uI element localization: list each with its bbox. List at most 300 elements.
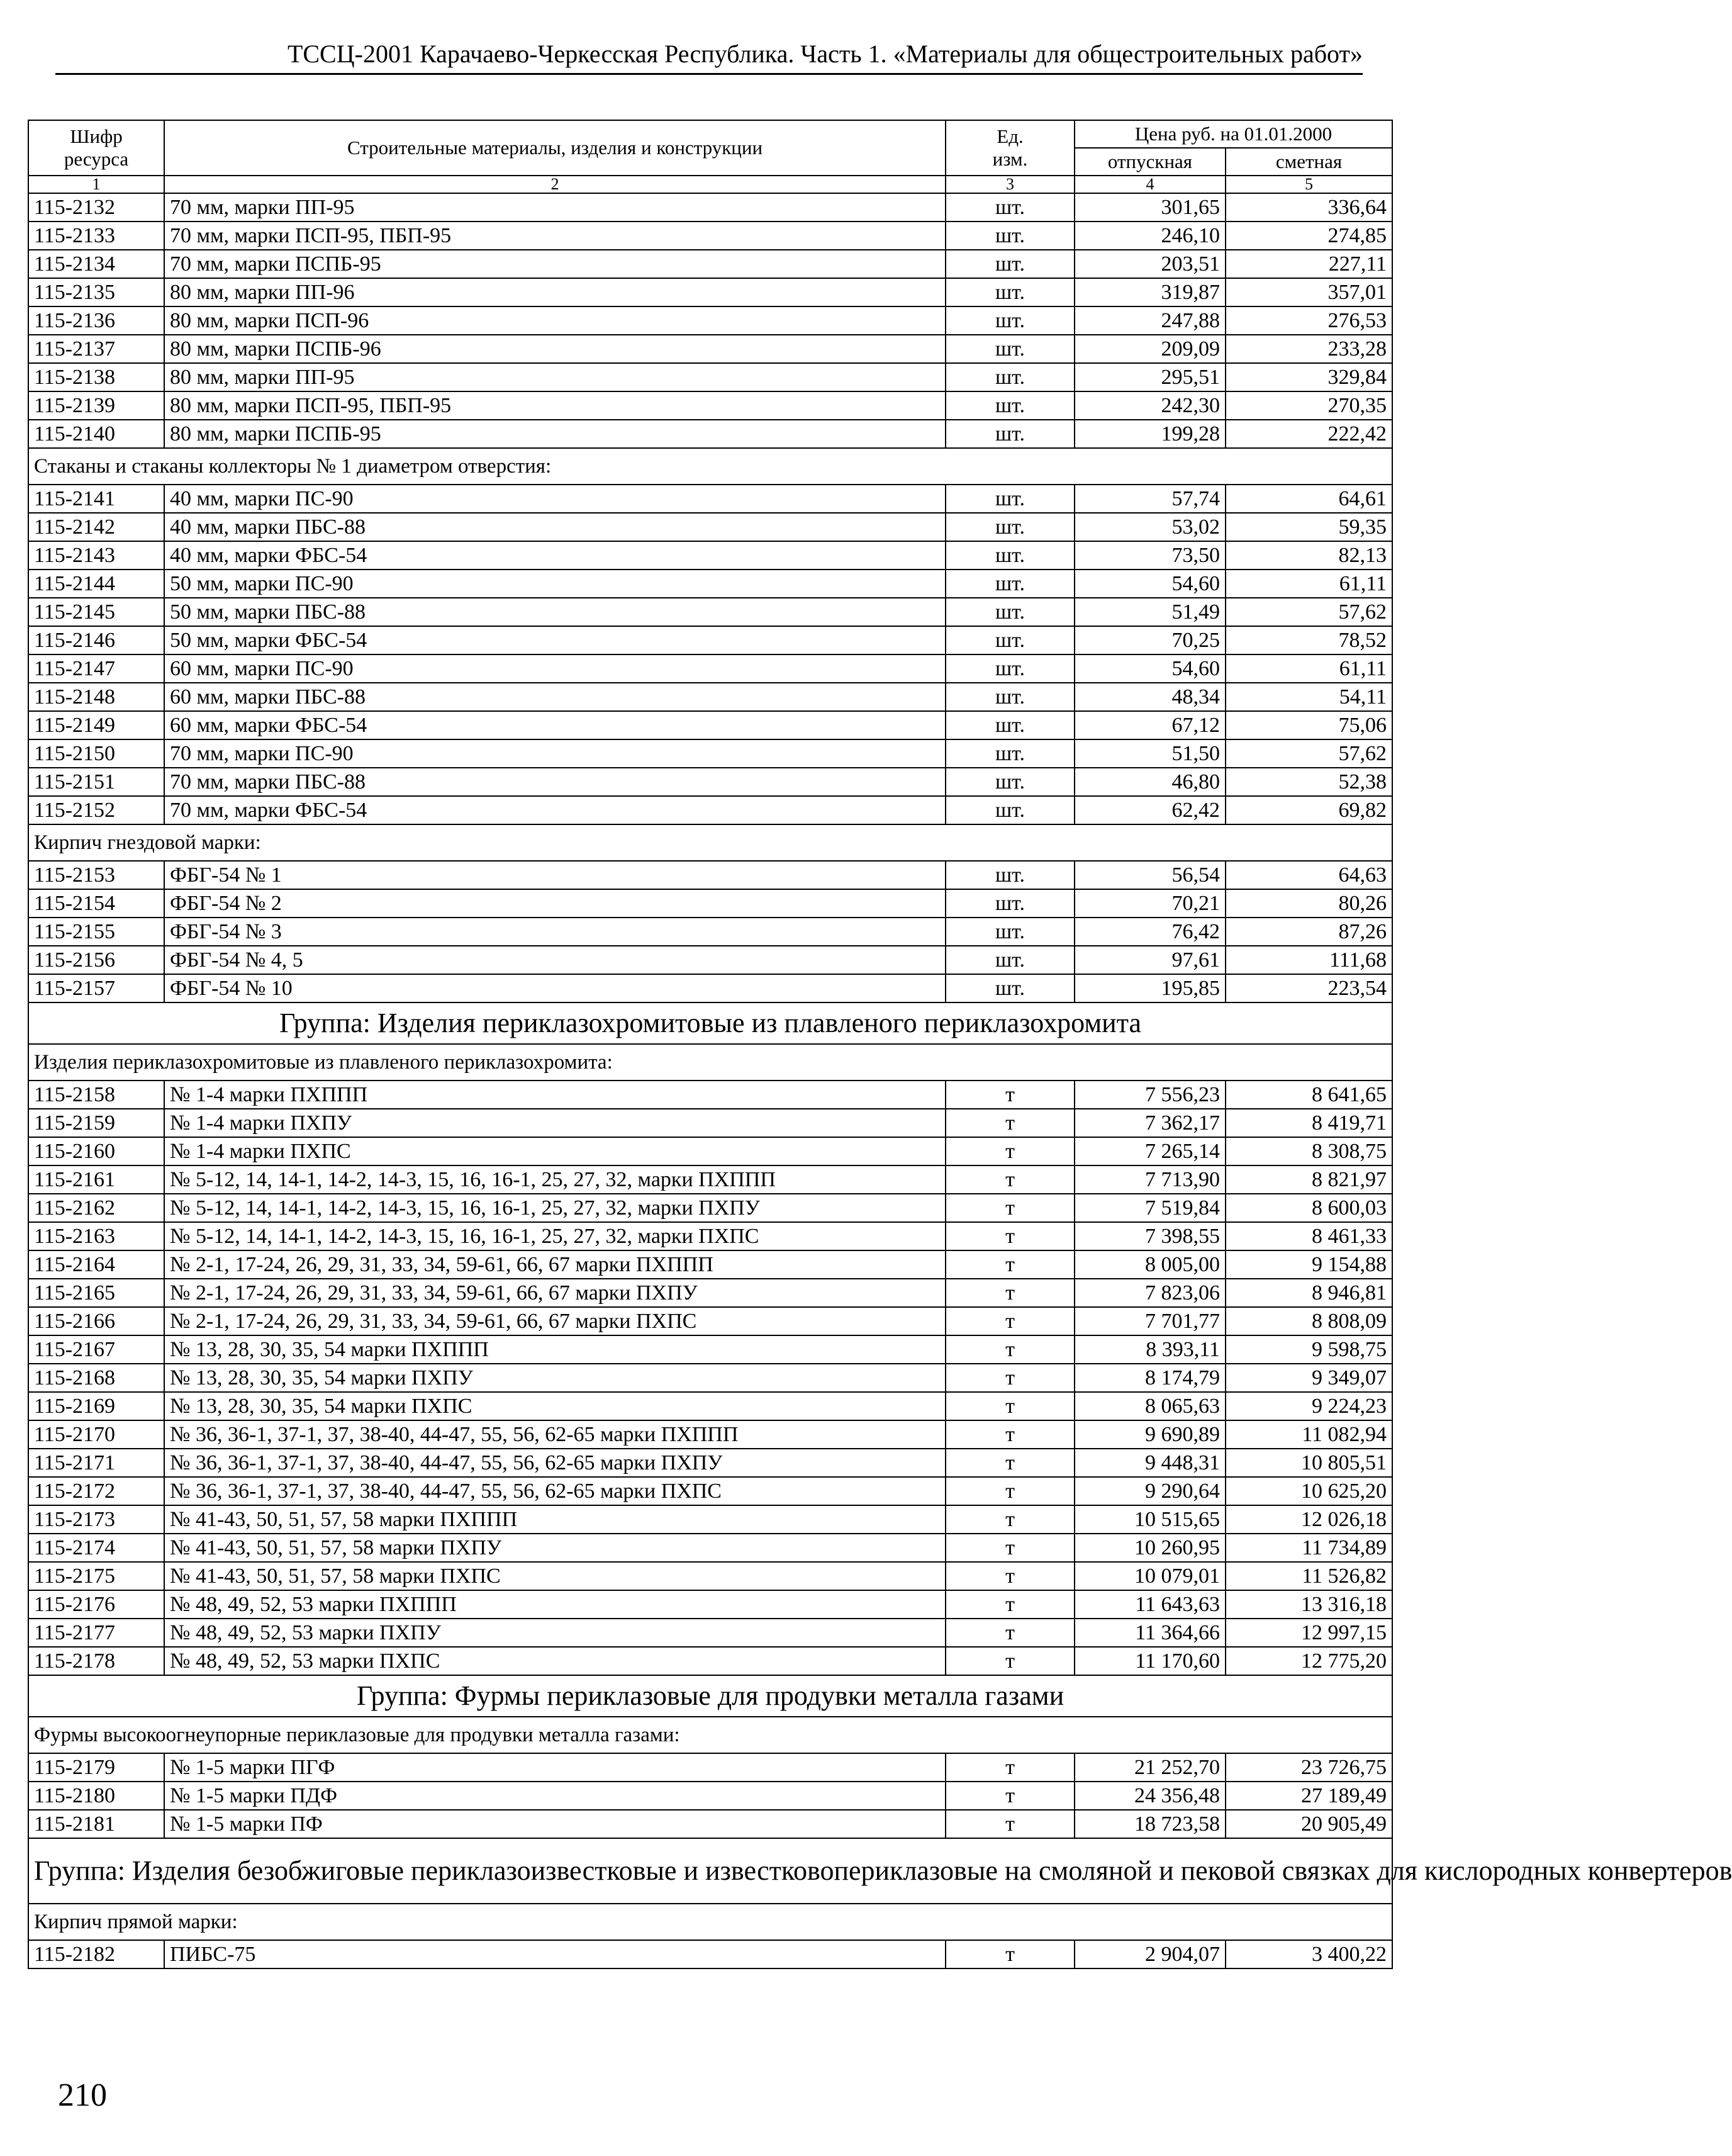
resource-code: 115-2152: [28, 796, 164, 824]
unit: шт.: [946, 654, 1075, 683]
table-row: [28, 513, 1392, 541]
material-name: 50 мм, марки ПБС-88: [164, 598, 946, 626]
resource-code: 115-2143: [28, 541, 164, 570]
resource-code: 115-2132: [28, 193, 164, 222]
unit: шт.: [946, 250, 1075, 278]
release-price: 7 701,77: [1075, 1307, 1226, 1335]
unit: шт.: [946, 946, 1075, 974]
table-row: [28, 1810, 1392, 1838]
estimate-price: 78,52: [1226, 626, 1392, 654]
material-name: 40 мм, марки ПБС-88: [164, 513, 946, 541]
material-name: 60 мм, марки ФБС-54: [164, 711, 946, 739]
resource-code: 115-2172: [28, 1477, 164, 1505]
release-price: 2 904,07: [1075, 1940, 1226, 1968]
unit: шт.: [946, 768, 1075, 796]
table-row: [28, 918, 1392, 946]
unit: шт.: [946, 626, 1075, 654]
unit: шт.: [946, 222, 1075, 250]
table-row: [28, 796, 1392, 824]
page-number: 210: [58, 2077, 107, 2113]
resource-code: 115-2160: [28, 1137, 164, 1165]
resource-code: 115-2154: [28, 889, 164, 918]
release-price: 11 170,60: [1075, 1647, 1226, 1675]
release-price: 53,02: [1075, 513, 1226, 541]
material-name: № 36, 36-1, 37-1, 37, 38-40, 44-47, 55, 56, 62-65 марки ПХПС: [164, 1477, 946, 1505]
release-price: 76,42: [1075, 918, 1226, 946]
table-row: [28, 1307, 1392, 1335]
table-row: [28, 541, 1392, 570]
table-row: [28, 278, 1392, 306]
estimate-price: 8 821,97: [1226, 1165, 1392, 1194]
release-price: 8 174,79: [1075, 1364, 1226, 1392]
estimate-price: 61,11: [1226, 654, 1392, 683]
column-number-4: 4: [1075, 176, 1226, 193]
estimate-price: 111,68: [1226, 946, 1392, 974]
material-name: 50 мм, марки ФБС-54: [164, 626, 946, 654]
material-name: № 41-43, 50, 51, 57, 58 марки ПХППП: [164, 1505, 946, 1534]
resource-code: 115-2179: [28, 1753, 164, 1782]
material-name: 80 мм, марки ПСП-95, ПБП-95: [164, 391, 946, 420]
material-name: № 5-12, 14, 14-1, 14-2, 14-3, 15, 16, 16-1, 25, 27, 32, марки ПХПУ: [164, 1194, 946, 1222]
release-price: 10 079,01: [1075, 1562, 1226, 1590]
table-row: [28, 1109, 1392, 1137]
release-price: 57,74: [1075, 485, 1226, 513]
table-row: [28, 1392, 1392, 1420]
material-name: ФБГ-54 № 3: [164, 918, 946, 946]
table-row: [28, 1619, 1392, 1647]
resource-code: 115-2173: [28, 1505, 164, 1534]
unit: шт.: [946, 570, 1075, 598]
unit: шт.: [946, 513, 1075, 541]
unit: шт.: [946, 335, 1075, 363]
resource-code: 115-2147: [28, 654, 164, 683]
unit: шт.: [946, 711, 1075, 739]
estimate-price: 8 808,09: [1226, 1307, 1392, 1335]
material-name: № 48, 49, 52, 53 марки ПХПУ: [164, 1619, 946, 1647]
table-row: [28, 1753, 1392, 1782]
column-header-price: Цена руб. на 01.01.2000: [1075, 120, 1392, 148]
subsection-heading: Кирпич прямой марки:: [28, 1904, 1392, 1940]
table-row: [28, 974, 1392, 1002]
subsection-row: [28, 1717, 1392, 1753]
table-row: [28, 391, 1392, 420]
release-price: 51,49: [1075, 598, 1226, 626]
release-price: 203,51: [1075, 250, 1226, 278]
estimate-price: 52,38: [1226, 768, 1392, 796]
material-name: № 2-1, 17-24, 26, 29, 31, 33, 34, 59-61, 66, 67 марки ПХПУ: [164, 1279, 946, 1307]
resource-code: 115-2163: [28, 1222, 164, 1250]
table-row: [28, 1081, 1392, 1109]
table-row: [28, 1165, 1392, 1194]
unit: шт.: [946, 918, 1075, 946]
material-name: № 2-1, 17-24, 26, 29, 31, 33, 34, 59-61, 66, 67 марки ПХППП: [164, 1250, 946, 1279]
table-row: [28, 485, 1392, 513]
resource-code: 115-2140: [28, 420, 164, 448]
unit: шт.: [946, 306, 1075, 335]
release-price: 7 823,06: [1075, 1279, 1226, 1307]
resource-code: 115-2158: [28, 1081, 164, 1109]
release-price: 62,42: [1075, 796, 1226, 824]
table-row: [28, 1137, 1392, 1165]
material-name: 70 мм, марки ПСП-95, ПБП-95: [164, 222, 946, 250]
release-price: 11 643,63: [1075, 1590, 1226, 1619]
release-price: 9 448,31: [1075, 1449, 1226, 1477]
resource-code: 115-2170: [28, 1420, 164, 1449]
estimate-price: 54,11: [1226, 683, 1392, 711]
resource-code: 115-2166: [28, 1307, 164, 1335]
unit: т: [946, 1940, 1075, 1968]
resource-code: 115-2141: [28, 485, 164, 513]
estimate-price: 82,13: [1226, 541, 1392, 570]
table-row: [28, 1505, 1392, 1534]
unit: т: [946, 1534, 1075, 1562]
estimate-price: 8 308,75: [1226, 1137, 1392, 1165]
material-name: № 48, 49, 52, 53 марки ПХППП: [164, 1590, 946, 1619]
resource-code: 115-2145: [28, 598, 164, 626]
release-price: 7 519,84: [1075, 1194, 1226, 1222]
release-price: 51,50: [1075, 739, 1226, 768]
column-number-2: 2: [164, 176, 946, 193]
estimate-price: 75,06: [1226, 711, 1392, 739]
unit: т: [946, 1364, 1075, 1392]
estimate-price: 12 997,15: [1226, 1619, 1392, 1647]
resource-code: 115-2167: [28, 1335, 164, 1364]
unit: шт.: [946, 391, 1075, 420]
release-price: 7 398,55: [1075, 1222, 1226, 1250]
resource-code: 115-2135: [28, 278, 164, 306]
table-row: [28, 1562, 1392, 1590]
release-price: 242,30: [1075, 391, 1226, 420]
unit: т: [946, 1505, 1075, 1534]
release-price: 67,12: [1075, 711, 1226, 739]
release-price: 295,51: [1075, 363, 1226, 391]
resource-code: 115-2133: [28, 222, 164, 250]
material-name: № 36, 36-1, 37-1, 37, 38-40, 44-47, 55, 56, 62-65 марки ПХППП: [164, 1420, 946, 1449]
unit: т: [946, 1392, 1075, 1420]
unit: т: [946, 1753, 1075, 1782]
resource-code: 115-2156: [28, 946, 164, 974]
release-price: 54,60: [1075, 654, 1226, 683]
material-name: 60 мм, марки ПБС-88: [164, 683, 946, 711]
resource-code: 115-2177: [28, 1619, 164, 1647]
column-header-unit: [946, 120, 1075, 176]
release-price: 209,09: [1075, 335, 1226, 363]
resource-code: 115-2175: [28, 1562, 164, 1590]
material-name: 40 мм, марки ПС-90: [164, 485, 946, 513]
estimate-price: 227,11: [1226, 250, 1392, 278]
resource-code: 115-2142: [28, 513, 164, 541]
unit: т: [946, 1449, 1075, 1477]
estimate-price: 10 805,51: [1226, 1449, 1392, 1477]
release-price: 10 260,95: [1075, 1534, 1226, 1562]
material-name: № 1-5 марки ПФ: [164, 1810, 946, 1838]
unit: т: [946, 1307, 1075, 1335]
table-row: [28, 222, 1392, 250]
table-row: [28, 250, 1392, 278]
unit: т: [946, 1590, 1075, 1619]
estimate-price: 10 625,20: [1226, 1477, 1392, 1505]
material-name: № 2-1, 17-24, 26, 29, 31, 33, 34, 59-61, 66, 67 марки ПХПС: [164, 1307, 946, 1335]
release-price: 24 356,48: [1075, 1782, 1226, 1810]
unit: шт.: [946, 278, 1075, 306]
resource-code: 115-2138: [28, 363, 164, 391]
estimate-price: 9 598,75: [1226, 1335, 1392, 1364]
column-number-5: 5: [1226, 176, 1392, 193]
table-row: [28, 1364, 1392, 1392]
subsection-heading: Кирпич гнездовой марки:: [28, 824, 1392, 861]
resource-code: 115-2178: [28, 1647, 164, 1675]
estimate-price: 3 400,22: [1226, 1940, 1392, 1968]
unit: т: [946, 1810, 1075, 1838]
material-name: № 41-43, 50, 51, 57, 58 марки ПХПУ: [164, 1534, 946, 1562]
resource-code: 115-2148: [28, 683, 164, 711]
estimate-price: 9 224,23: [1226, 1392, 1392, 1420]
table-row: [28, 861, 1392, 889]
unit: т: [946, 1222, 1075, 1250]
unit: т: [946, 1279, 1075, 1307]
unit: шт.: [946, 739, 1075, 768]
table-row: [28, 654, 1392, 683]
material-name: № 1-4 марки ПХППП: [164, 1081, 946, 1109]
table-row: [28, 598, 1392, 626]
resource-code: 115-2181: [28, 1810, 164, 1838]
resource-code: 115-2155: [28, 918, 164, 946]
unit: шт.: [946, 363, 1075, 391]
table-row: [28, 711, 1392, 739]
material-name: № 13, 28, 30, 35, 54 марки ПХПС: [164, 1392, 946, 1420]
material-name: 70 мм, марки ПБС-88: [164, 768, 946, 796]
material-name: № 1-4 марки ПХПС: [164, 1137, 946, 1165]
unit: шт.: [946, 193, 1075, 222]
unit: т: [946, 1562, 1075, 1590]
estimate-price: 222,42: [1226, 420, 1392, 448]
release-price: 18 723,58: [1075, 1810, 1226, 1838]
release-price: 247,88: [1075, 306, 1226, 335]
resource-code: 115-2144: [28, 570, 164, 598]
estimate-price: 8 641,65: [1226, 1081, 1392, 1109]
group-heading-row: [28, 1002, 1392, 1044]
material-name: ФБГ-54 № 1: [164, 861, 946, 889]
table-row: [28, 1222, 1392, 1250]
estimate-price: 80,26: [1226, 889, 1392, 918]
resource-code: 115-2146: [28, 626, 164, 654]
estimate-price: 276,53: [1226, 306, 1392, 335]
resource-code: 115-2161: [28, 1165, 164, 1194]
estimate-price: 69,82: [1226, 796, 1392, 824]
resource-code: 115-2176: [28, 1590, 164, 1619]
release-price: 8 393,11: [1075, 1335, 1226, 1364]
material-name: 70 мм, марки ФБС-54: [164, 796, 946, 824]
estimate-price: 11 082,94: [1226, 1420, 1392, 1449]
material-name: 80 мм, марки ПП-96: [164, 278, 946, 306]
table-row: [28, 1449, 1392, 1477]
estimate-price: 13 316,18: [1226, 1590, 1392, 1619]
resource-code: 115-2151: [28, 768, 164, 796]
release-price: 9 290,64: [1075, 1477, 1226, 1505]
estimate-price: 270,35: [1226, 391, 1392, 420]
group-heading-row: [28, 1675, 1392, 1717]
release-price: 97,61: [1075, 946, 1226, 974]
page-header: ТССЦ-2001 Карачаево-Черкесская Республика. Часть 1. «Материалы для общестроительных работ»: [55, 39, 1363, 75]
group-heading: Группа: Изделия безобжиговые периклазоизвестковые и известковопериклазовые на смоляной и пековой связках для кислородных конвертеров: [28, 1838, 1392, 1904]
table-row: [28, 1590, 1392, 1619]
estimate-price: 11 526,82: [1226, 1562, 1392, 1590]
release-price: 11 364,66: [1075, 1619, 1226, 1647]
material-name: № 5-12, 14, 14-1, 14-2, 14-3, 15, 16, 16-1, 25, 27, 32, марки ПХПС: [164, 1222, 946, 1250]
release-price: 199,28: [1075, 420, 1226, 448]
unit: т: [946, 1477, 1075, 1505]
unit: т: [946, 1782, 1075, 1810]
estimate-price: 64,63: [1226, 861, 1392, 889]
release-price: 319,87: [1075, 278, 1226, 306]
subsection-heading: Изделия периклазохромитовые из плавленого периклазохромита:: [28, 1044, 1392, 1081]
release-price: 70,25: [1075, 626, 1226, 654]
estimate-price: 336,64: [1226, 193, 1392, 222]
release-price: 195,85: [1075, 974, 1226, 1002]
subsection-heading: Стаканы и стаканы коллекторы № 1 диаметром отверстия:: [28, 448, 1392, 485]
group-heading: Группа: Фурмы периклазовые для продувки металла газами: [28, 1675, 1392, 1717]
subsection-row: [28, 1904, 1392, 1940]
table-row: [28, 1782, 1392, 1810]
column-header-unit-line1: Ед.: [997, 125, 1024, 148]
table-row: [28, 306, 1392, 335]
estimate-price: 8 600,03: [1226, 1194, 1392, 1222]
material-name: № 48, 49, 52, 53 марки ПХПС: [164, 1647, 946, 1675]
resource-code: 115-2162: [28, 1194, 164, 1222]
resource-code: 115-2153: [28, 861, 164, 889]
estimate-price: 23 726,75: [1226, 1753, 1392, 1782]
material-name: ПИБС-75: [164, 1940, 946, 1968]
estimate-price: 64,61: [1226, 485, 1392, 513]
table-body: [28, 193, 1732, 1968]
material-name: ФБГ-54 № 4, 5: [164, 946, 946, 974]
release-price: 8 065,63: [1075, 1392, 1226, 1420]
estimate-price: 233,28: [1226, 335, 1392, 363]
material-name: 80 мм, марки ПСП-96: [164, 306, 946, 335]
table-row: [28, 889, 1392, 918]
unit: т: [946, 1335, 1075, 1364]
material-name: № 36, 36-1, 37-1, 37, 38-40, 44-47, 55, 56, 62-65 марки ПХПУ: [164, 1449, 946, 1477]
material-name: 80 мм, марки ПП-95: [164, 363, 946, 391]
release-price: 70,21: [1075, 889, 1226, 918]
release-price: 73,50: [1075, 541, 1226, 570]
table-row: [28, 1279, 1392, 1307]
column-header-release: отпускная: [1075, 148, 1226, 176]
subsection-row: [28, 824, 1392, 861]
unit: шт.: [946, 420, 1075, 448]
column-number-3: 3: [946, 176, 1075, 193]
table-row: [28, 1940, 1392, 1968]
estimate-price: 57,62: [1226, 598, 1392, 626]
table-row: [28, 193, 1392, 222]
release-price: 246,10: [1075, 222, 1226, 250]
table-row: [28, 739, 1392, 768]
material-name: 70 мм, марки ПП-95: [164, 193, 946, 222]
unit: т: [946, 1137, 1075, 1165]
unit: шт.: [946, 796, 1075, 824]
material-name: 50 мм, марки ПС-90: [164, 570, 946, 598]
resource-code: 115-2136: [28, 306, 164, 335]
table-row: [28, 1477, 1392, 1505]
unit: т: [946, 1194, 1075, 1222]
unit: т: [946, 1250, 1075, 1279]
resource-code: 115-2157: [28, 974, 164, 1002]
table-row: [28, 1534, 1392, 1562]
release-price: 7 362,17: [1075, 1109, 1226, 1137]
resource-code: 115-2149: [28, 711, 164, 739]
unit: шт.: [946, 861, 1075, 889]
unit: т: [946, 1165, 1075, 1194]
resource-code: 115-2134: [28, 250, 164, 278]
estimate-price: 357,01: [1226, 278, 1392, 306]
table-row: [28, 1335, 1392, 1364]
subsection-heading: Фурмы высокоогнеупорные периклазовые для продувки металла газами:: [28, 1717, 1392, 1753]
estimate-price: 20 905,49: [1226, 1810, 1392, 1838]
table-row: [28, 626, 1392, 654]
column-header-estimate: сметная: [1226, 148, 1392, 176]
resource-code: 115-2159: [28, 1109, 164, 1137]
material-name: 70 мм, марки ПСПБ-95: [164, 250, 946, 278]
unit: шт.: [946, 485, 1075, 513]
column-header-code: [28, 120, 164, 176]
unit: т: [946, 1619, 1075, 1647]
resource-code: 115-2164: [28, 1250, 164, 1279]
material-name: № 5-12, 14, 14-1, 14-2, 14-3, 15, 16, 16-1, 25, 27, 32, марки ПХППП: [164, 1165, 946, 1194]
resource-code: 115-2182: [28, 1940, 164, 1968]
table-row: [28, 335, 1392, 363]
material-name: № 41-43, 50, 51, 57, 58 марки ПХПС: [164, 1562, 946, 1590]
estimate-price: 61,11: [1226, 570, 1392, 598]
release-price: 301,65: [1075, 193, 1226, 222]
material-name: 70 мм, марки ПС-90: [164, 739, 946, 768]
estimate-price: 11 734,89: [1226, 1534, 1392, 1562]
column-number-1: 1: [28, 176, 164, 193]
unit: шт.: [946, 541, 1075, 570]
estimate-price: 27 189,49: [1226, 1782, 1392, 1810]
unit: т: [946, 1647, 1075, 1675]
column-header-unit-line2: изм.: [992, 148, 1028, 170]
material-name: ФБГ-54 № 10: [164, 974, 946, 1002]
estimate-price: 9 154,88: [1226, 1250, 1392, 1279]
price-table: [28, 120, 1732, 1969]
material-name: 40 мм, марки ФБС-54: [164, 541, 946, 570]
estimate-price: 8 946,81: [1226, 1279, 1392, 1307]
column-header-name: Строительные материалы, изделия и конструкции: [164, 120, 946, 176]
material-name: № 1-5 марки ПГФ: [164, 1753, 946, 1782]
material-name: № 13, 28, 30, 35, 54 марки ПХПУ: [164, 1364, 946, 1392]
resource-code: 115-2180: [28, 1782, 164, 1810]
subsection-row: [28, 1044, 1392, 1081]
table-row: [28, 1194, 1392, 1222]
unit: шт.: [946, 974, 1075, 1002]
estimate-price: 274,85: [1226, 222, 1392, 250]
resource-code: 115-2139: [28, 391, 164, 420]
release-price: 8 005,00: [1075, 1250, 1226, 1279]
table-row: [28, 363, 1392, 391]
resource-code: 115-2165: [28, 1279, 164, 1307]
table-row: [28, 570, 1392, 598]
subsection-row: [28, 448, 1392, 485]
release-price: 56,54: [1075, 861, 1226, 889]
release-price: 46,80: [1075, 768, 1226, 796]
material-name: № 13, 28, 30, 35, 54 марки ПХППП: [164, 1335, 946, 1364]
estimate-price: 87,26: [1226, 918, 1392, 946]
resource-code: 115-2168: [28, 1364, 164, 1392]
material-name: № 1-5 марки ПДФ: [164, 1782, 946, 1810]
resource-code: 115-2169: [28, 1392, 164, 1420]
table-row: [28, 420, 1392, 448]
material-name: 80 мм, марки ПСПБ-95: [164, 420, 946, 448]
